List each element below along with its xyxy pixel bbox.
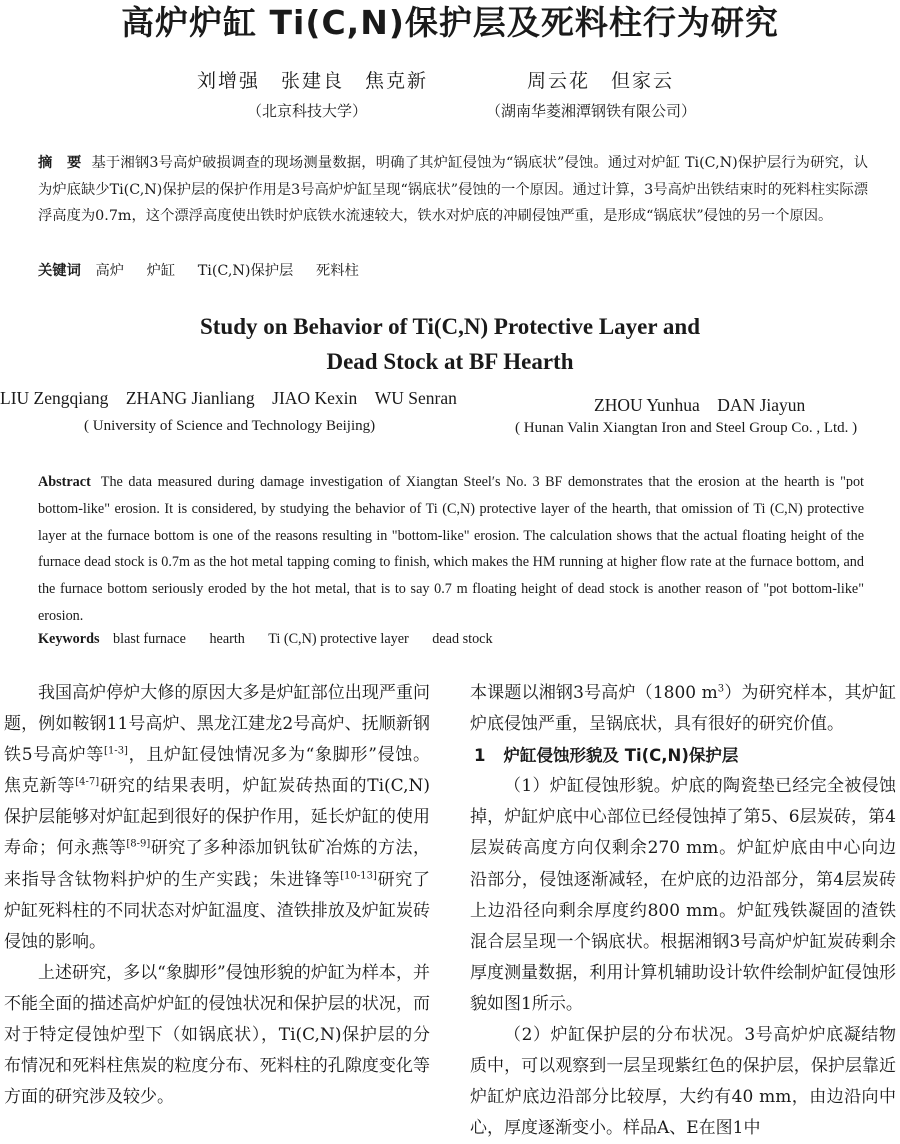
affiliation-en-2: ( Hunan Valin Xiangtan Iron and Steel Group Co. , Ltd. ) — [515, 420, 858, 436]
keyword-cn: Ti(C,N)保护层 — [197, 263, 294, 279]
keywords-en-label: Keywords — [38, 631, 100, 647]
keywords-en — [38, 631, 513, 648]
affiliation-cn-2: （湖南华菱湘潭钢铁有限公司） — [486, 102, 697, 120]
keyword-en: blast furnace — [113, 631, 186, 647]
keywords-cn — [38, 260, 377, 280]
keywords-cn-label: 关键词 — [38, 263, 81, 279]
abstract-en-text: The data measured during damage investigation of Xiangtan Steel′s No. 3 BF demonstrates that the erosion at the hearth is "pot bottom-like" erosion. It is considered, by studying the behavior of Ti (C,N) protective layer of the hearth, that omission of Ti (C,N) protective layer at the furnace bottom is one of the reasons resulting in "bottom-like" erosion. The calculation shows that the actual floating height of the furnace dead stock is 0.7m as the hot metal tapping coming to finish, which makes the HM running at higher flow rate at the furnace bottom, and the furnace bottom seriously eroded by the hot metal, that is to say 0.7 m floating height of dead stock is another reason of "pot bottom-like" erosion. — [38, 474, 864, 624]
keyword-cn: 死料柱 — [315, 263, 359, 279]
body-paragraph: 本课题以湘钢3号高炉（1800 m$^3$）为研究样本，其炉缸炉底侵蚀严重，呈锅底状，具有很好的研究价值。 — [470, 683, 896, 735]
abstract-cn — [38, 150, 868, 230]
body-paragraph: （2）炉缸保护层的分布状况。3号高炉炉底凝结物质中，可以观察到一层呈现紫红色的保护层，保护层靠近炉缸炉底边沿部分比较厚，大约有40 mm，由边沿向中心，厚度逐渐变小。样品A、E在图1中 — [470, 1025, 896, 1139]
superscript: 3 — [717, 683, 725, 695]
body-paragraph: （1）炉缸侵蚀形貌。炉底的陶瓷垫已经完全被侵蚀掉，炉缸炉底中心部位已经侵蚀掉了第5、6层炭砖，第4层炭砖高度方向仅剩余270 mm。炉缸炉底由中心向边沿部分，侵蚀逐渐减轻，在炉底的边沿部分，第4层炭砖上边沿径向剩余厚度约800 mm。炉缸残铁凝固的渣铁混合层呈现一个锅底状。根据湘钢3号高炉炉缸炭砖剩余厚度测量数据，利用计算机辅助设计软件绘制炉缸侵蚀形貌如图1所示。 — [470, 776, 896, 1014]
abstract-cn-text: 基于湘钢3号高炉破损调查的现场测量数据，明确了其炉缸侵蚀为“锅底状”侵蚀。通过对炉缸 Ti(C,N)保护层行为研究，认为炉底缺少Ti(C,N)保护层的保护作用是3号高炉炉缸呈现“锅底状”侵蚀的一个原因。通过计算，3号高炉出铁结束时的死料柱实际漂浮高度为0.7m，这个漂浮高度使出铁时炉底铁水流速较大，铁水对炉底的冲刷侵蚀严重，是形成“锅底状”侵蚀的另一个原因。 — [38, 155, 868, 224]
abstract-en — [38, 469, 864, 630]
paper-title-en-line2: Dead Stock at BF Hearth — [326, 349, 574, 374]
keyword-cn: 炉缸 — [146, 263, 176, 279]
abstract-cn-label: 摘 要 — [38, 155, 82, 171]
keyword-en: dead stock — [432, 631, 493, 647]
keyword-en: Ti (C,N) protective layer — [268, 631, 409, 647]
authors-en-group2: ZHOU Yunhua DAN Jiayun — [594, 395, 806, 415]
body-right-column — [470, 678, 896, 1144]
citation: [4-7] — [75, 776, 100, 788]
citation: [1-3] — [104, 745, 128, 757]
affiliation-cn-1: （北京科技大学） — [247, 102, 368, 120]
citation: [10-13] — [340, 869, 377, 881]
body-paragraph: 我国高炉停炉大修的原因大多是炉缸部位出现严重问题，例如鞍钢11号高炉、黑龙江建龙2号高炉、抚顺新钢铁5号高炉等[1-3]，且炉缸侵蚀情况多为“象脚形”侵蚀。焦克新等[4-7]研究的结果表明，炉缸炭砖热面的Ti(C,N)保护层能够对炉缸起到很好的保护作用，延长炉缸的使用寿命；何永燕等[8-9]研究了多种添加钒钛矿冶炼的方法，来指导含钛物料护炉的生产实践；朱进锋等[10-13]研究了炉缸死料柱的不同状态对炉缸温度、渣铁排放及炉缸炭砖侵蚀的影响。 — [4, 683, 431, 952]
paper-title-en-line1: Study on Behavior of Ti(C,N) Protective Layer and — [199, 314, 701, 339]
body-paragraph: 上述研究，多以“象脚形”侵蚀形貌的炉缸为样本，并不能全面的描述高炉炉缸的侵蚀状况和保护层的状况，而对于特定侵蚀炉型下（如锅底状），Ti(C,N)保护层的分布情况和死料柱焦炭的粒度分布、死料柱的孔隙度变化等方面的研究涉及较少。 — [4, 962, 430, 1108]
paper-title-cn: 高炉炉缸 Ti(C,N)保护层及死料柱行为研究 — [121, 3, 779, 42]
section-heading: 1 炉缸侵蚀形貌及 Ti(C,N)保护层 — [474, 746, 739, 766]
keyword-en: hearth — [209, 631, 245, 647]
citation: [8-9] — [126, 838, 151, 850]
authors-en-group1: LIU Zengqiang ZHANG Jianliang JIAO Kexin WU Senran — [0, 388, 457, 408]
authors-cn-group2: 周云花 但家云 — [527, 70, 675, 92]
keyword-cn: 高炉 — [95, 263, 125, 279]
affiliation-en-1: ( University of Science and Technology Beijing) — [84, 418, 376, 434]
abstract-en-label: Abstract — [38, 474, 91, 490]
authors-cn-group1: 刘增强 张建良 焦克新 — [197, 70, 429, 92]
body-left-column — [4, 678, 430, 1113]
